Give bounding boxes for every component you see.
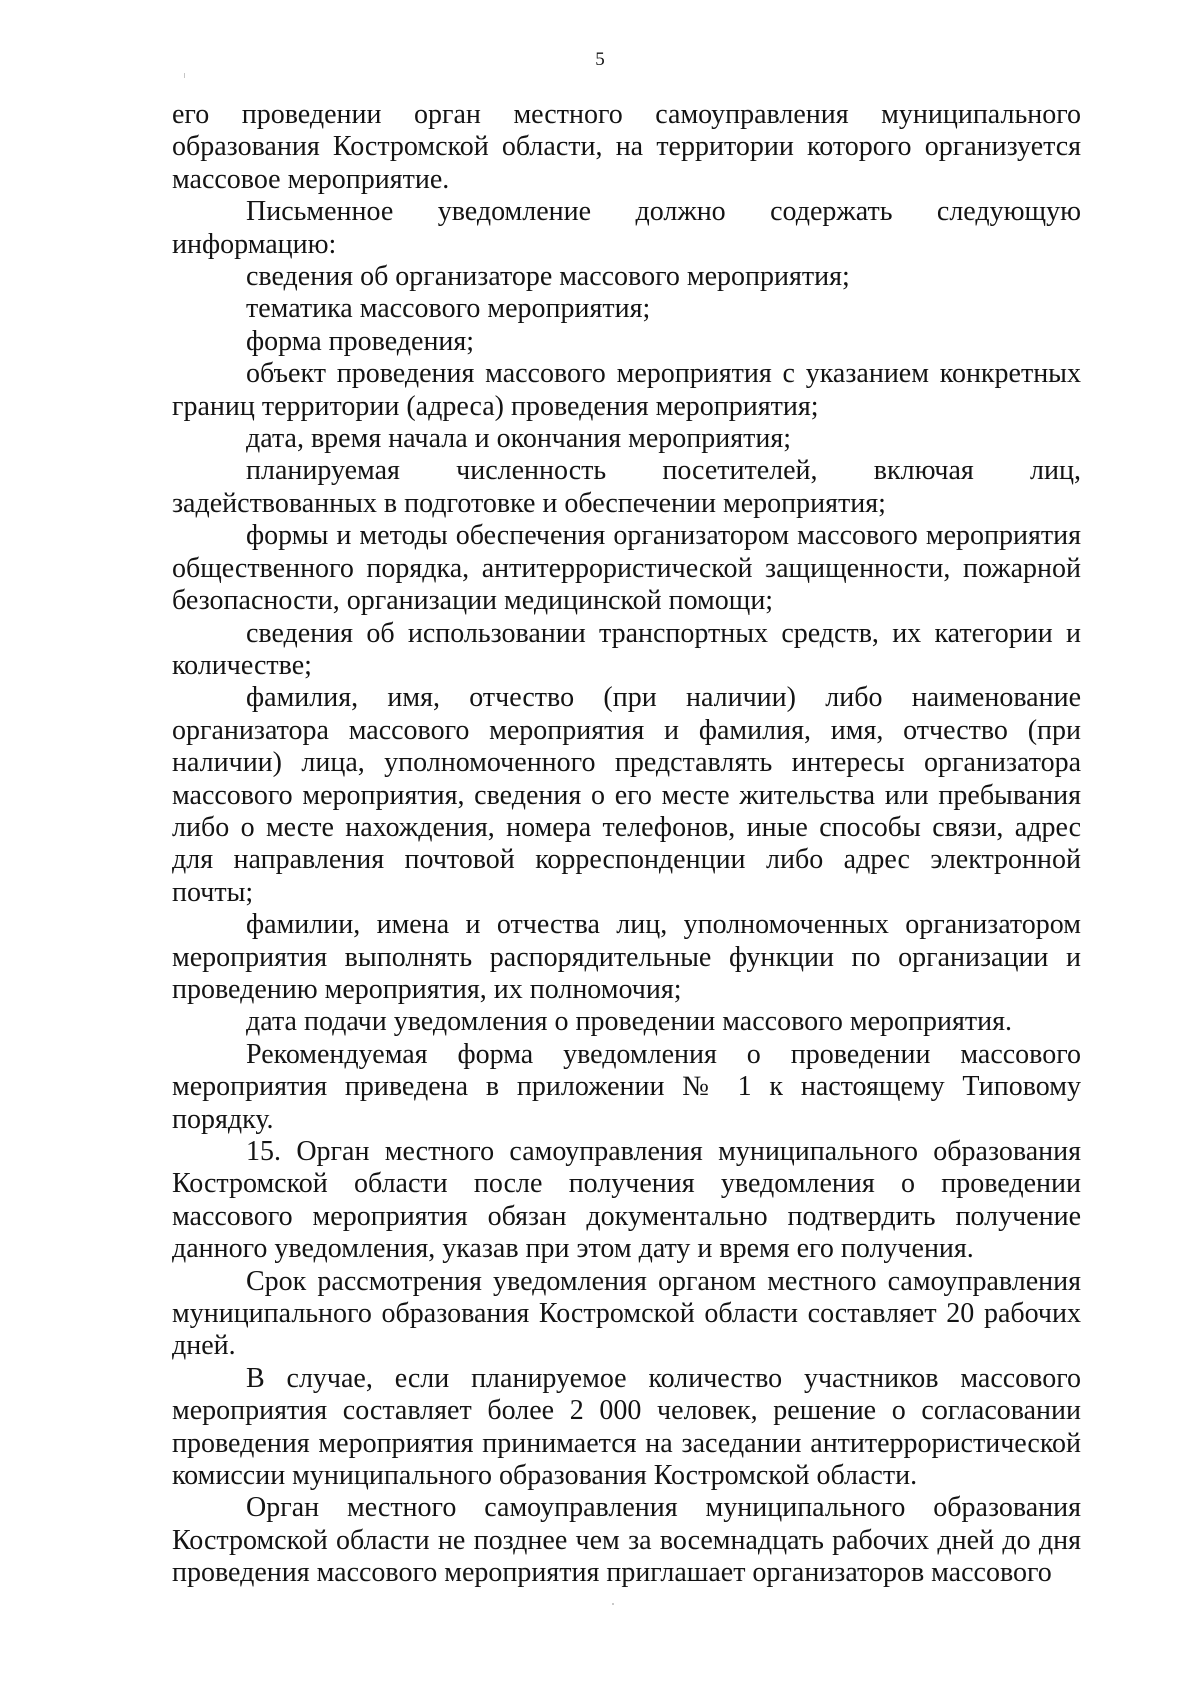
list-item-event-form: форма проведения; — [246, 325, 475, 357]
paragraph-organizer-invitation: Орган местного самоуправления муниципального образования Костромской области не позднее чем за восемнадцать рабочих дней до дня проведения массового мероприятия приглашает организаторов массового — [172, 1492, 1081, 1589]
list-item-submission-date: дата подачи уведомления о проведении массового мероприятия. — [246, 1006, 1012, 1038]
paragraph-large-events: В случае, если планируемое количество участников массового мероприятия составляет более 2 000 человек, решение о согласовании проведения мероприятия принимается на заседании антитеррористической комиссии муниципального образования Костромской области. — [172, 1362, 1081, 1492]
list-item-organizer-info: сведения об организаторе массового мероприятия; — [246, 261, 850, 293]
paragraph-notice-content-intro: Письменное уведомление должно содержать следующую информацию: — [172, 196, 1081, 260]
list-item-event-date-time: дата, время начала и окончания мероприятия; — [246, 423, 792, 455]
body-text — [172, 99, 1081, 1590]
list-item-security-measures: формы и методы обеспечения организатором массового мероприятия общественного порядка, антитеррористической защищенности, пожарной безопасности, организации медицинской помощи; — [172, 520, 1081, 617]
list-item-event-venue: объект проведения массового мероприятия с указанием конкретных границ территории (адреса) проведения мероприятия; — [172, 358, 1081, 422]
list-item-transport-info: сведения об использовании транспортных средств, их категории и количестве; — [172, 617, 1081, 681]
list-item-authorized-persons: фамилии, имена и отчества лиц, уполномоченных организатором мероприятия выполнять распорядительные функции по организации и проведению мероприятия, их полномочия; — [172, 909, 1081, 1005]
paragraph-continuation: его проведении орган местного самоуправления муниципального образования Костромской области, на территории которого организуется массовое мероприятие. — [172, 99, 1081, 195]
list-item-organizer-contacts: фамилия, имя, отчество (при наличии) либо наименование организатора массового мероприятия и фамилия, имя, отчество (при наличии) лица, уполномоченного представлять интересы организатора массового мероприятия, сведения о его месте жительства или пребывания либо о месте нахождения, номера телефонов, иные способы связи, адрес для направления почтовой корреспонденции либо адрес электронной почты; — [172, 682, 1081, 908]
list-item-event-topic: тематика массового мероприятия; — [246, 293, 651, 325]
list-item-expected-attendance: планируемая численность посетителей, включая лиц, задействованных в подготовке и обеспечении мероприятия; — [172, 455, 1081, 519]
scan-speck — [612, 1603, 614, 1605]
paragraph-review-period: Срок рассмотрения уведомления органом местного самоуправления муниципального образования Костромской области составляет 20 рабочих дней. — [172, 1265, 1081, 1362]
page-number: 5 — [595, 49, 605, 70]
paragraph-item-15: 15. Орган местного самоуправления муниципального образования Костромской области после получения уведомления о проведении массового мероприятия обязан документально подтвердить получение данного уведомления, указав при этом дату и время его получения. — [172, 1136, 1081, 1265]
scan-mark — [184, 73, 185, 78]
paragraph-recommended-form: Рекомендуемая форма уведомления о проведении массового мероприятия приведена в приложении № 1 к настоящему Типовому порядку. — [172, 1038, 1081, 1135]
